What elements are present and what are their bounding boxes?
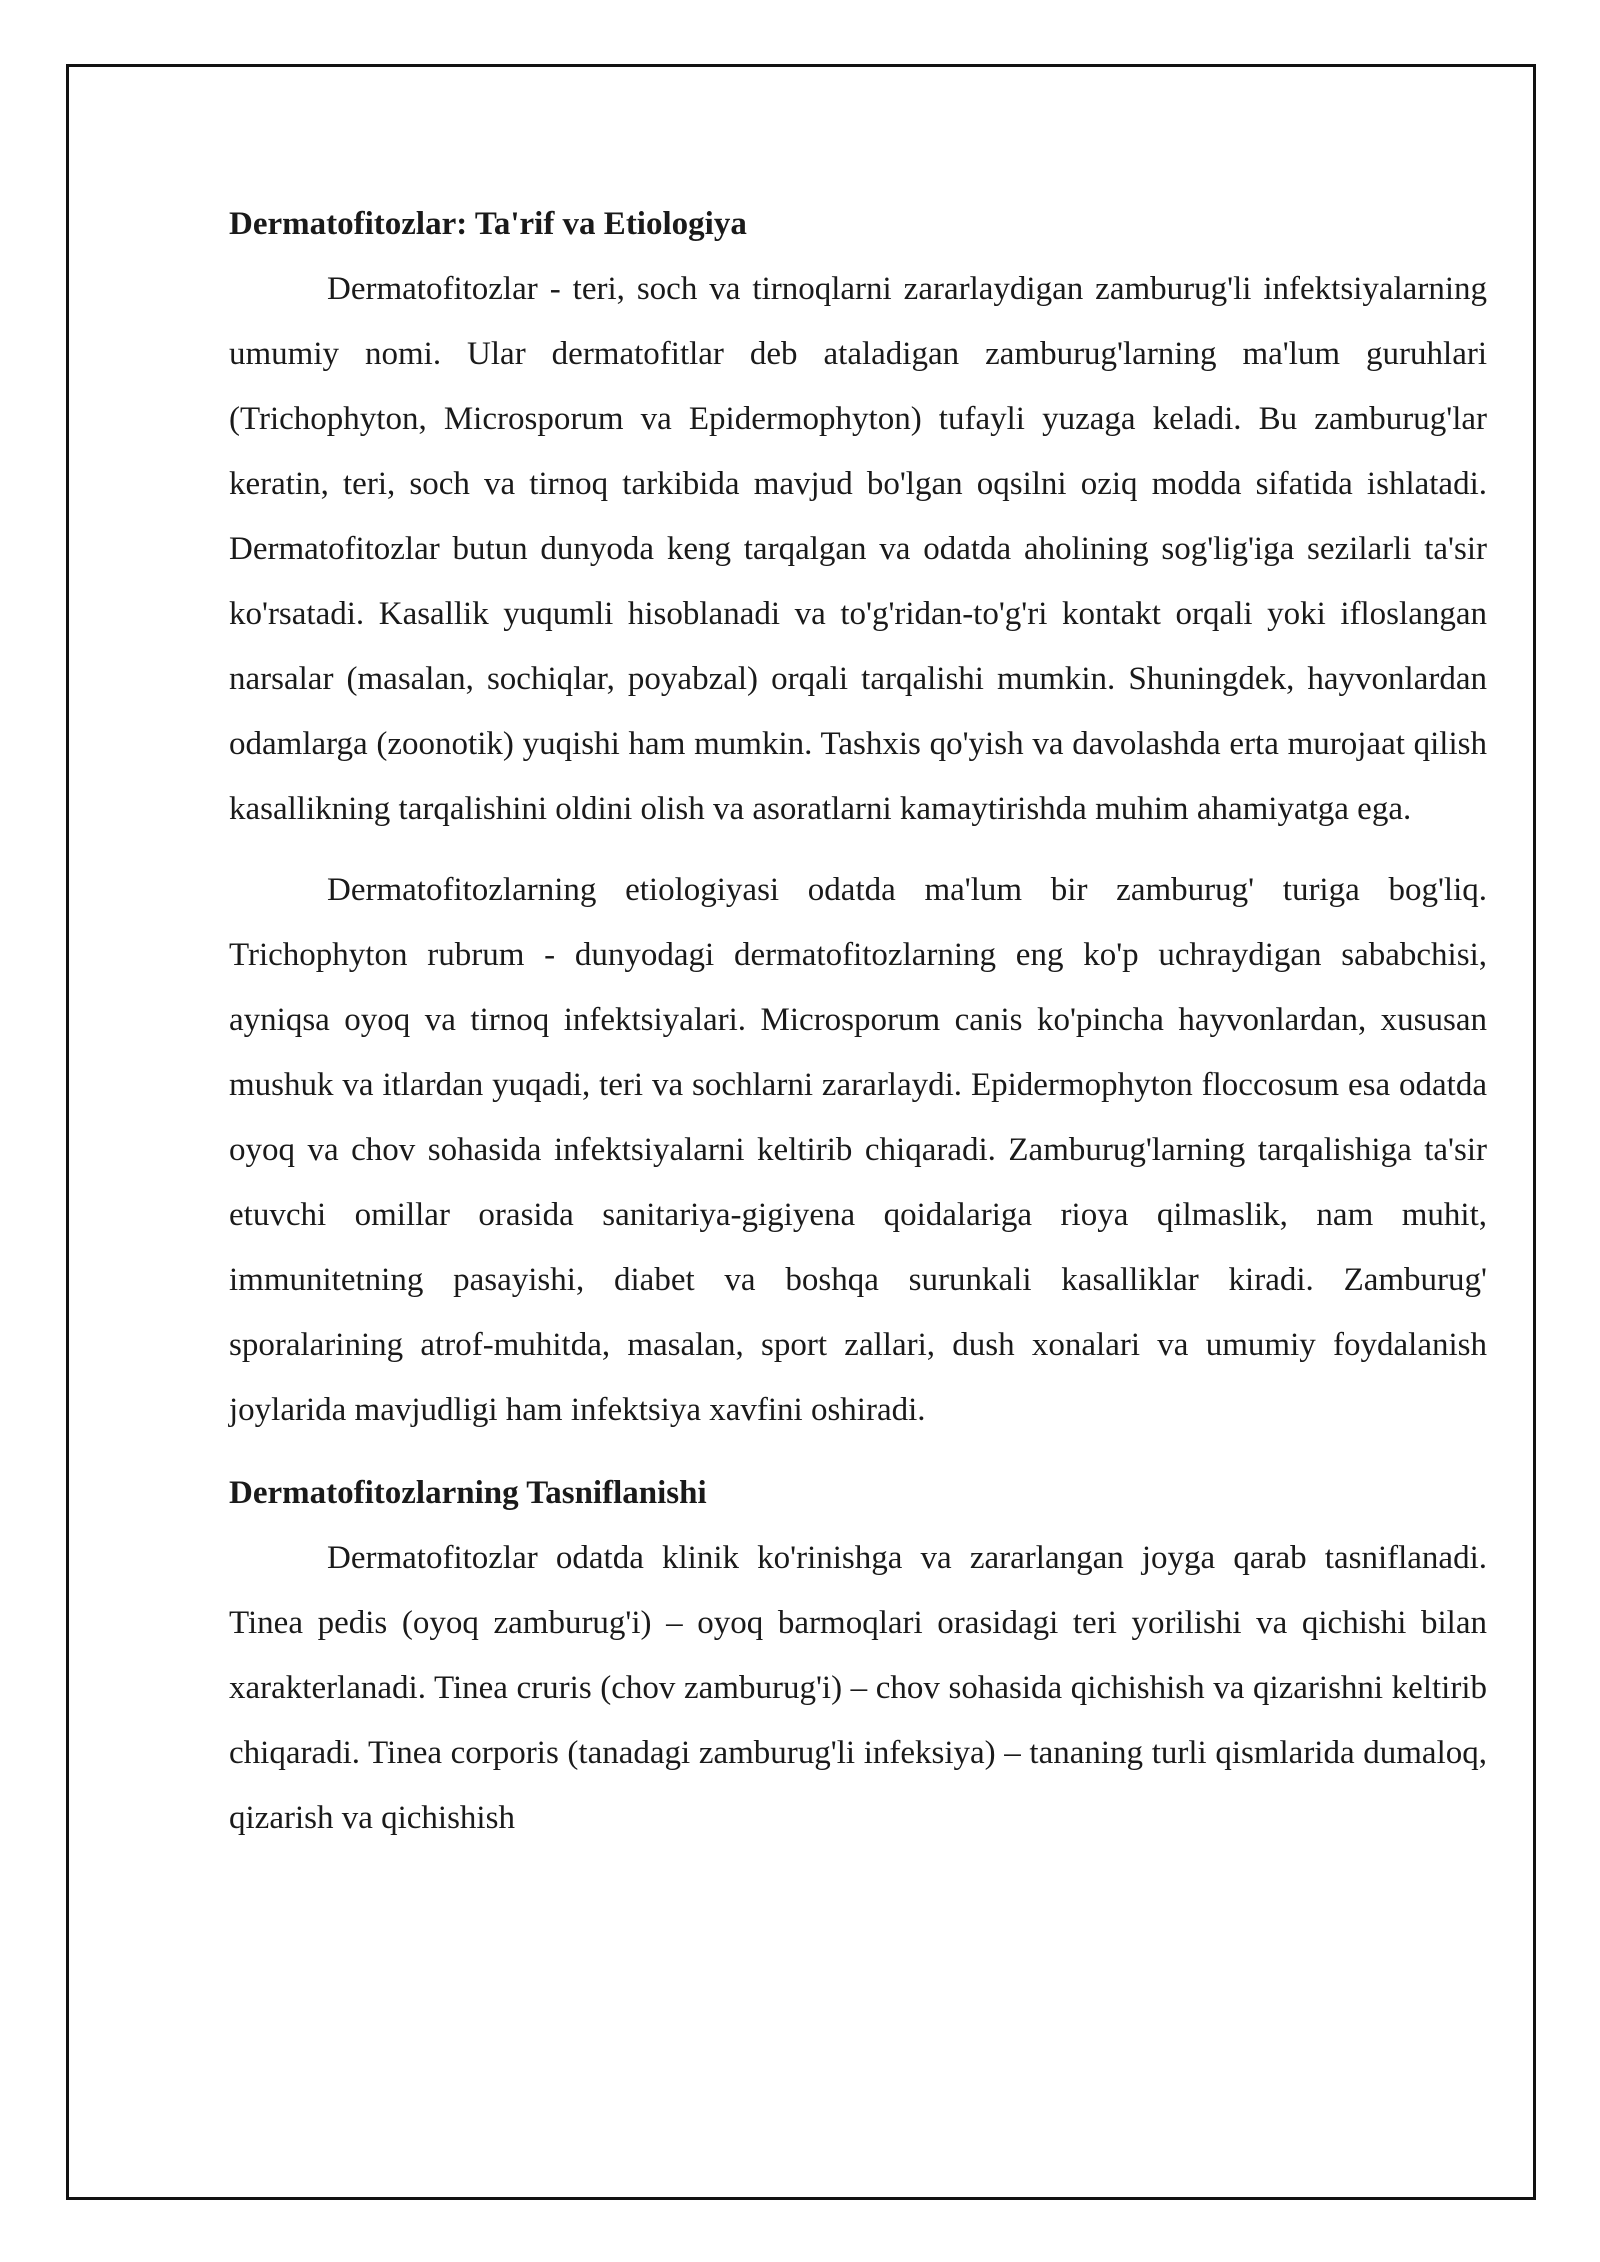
document-body xyxy=(229,192,1487,1851)
paragraph: Dermatofitozlar - teri, soch va tirnoqlarni zararlaydigan zamburug'li infektsiyalarning umumiy nomi. Ular dermatofitlar deb ataladigan zamburug'larning ma'lum guruhlari (Trichophyton, Microsporum va Epidermophyton) tufayli yuzaga keladi. Bu zamburug'lar keratin, teri, soch va tirnoq tarkibida mavjud bo'lgan oqsilni oziq modda sifatida ishlatadi. Dermatofitozlar butun dunyoda keng tarqalgan va odatda aholining sog'lig'iga sezilarli ta'sir ko'rsatadi. Kasallik yuqumli hisoblanadi va to'g'ridan-to'g'ri kontakt orqali yoki ifloslangan narsalar (masalan, sochiqlar, poyabzal) orqali tarqalishi mumkin. Shuningdek, hayvonlardan odamlarga (zoonotik) yuqishi ham mumkin. Tashxis qo'yish va davolashda erta murojaat qilish kasallikning tarqalishini oldini olish va asoratlarni kamaytirishda muhim ahamiyatga ega. xyxy=(229,271,1487,827)
section-heading: Dermatofitozlarning Tasniflanishi xyxy=(229,1475,707,1511)
paragraph: Dermatofitozlar odatda klinik ko'rinishga va zararlangan joyga qarab tasniflanadi. Tinea pedis (oyoq zamburug'i) – oyoq barmoqlari orasidagi teri yorilishi va qichishi bilan xarakterlanadi. Tinea cruris (chov zamburug'i) – chov sohasida qichishish va qizarishni keltirib chiqaradi. Tinea corporis (tanadagi zamburug'li infeksiya) – tananing turli qismlarida dumaloq, qizarish va qichishish xyxy=(229,1540,1487,1836)
section-heading: Dermatofitozlar: Ta'rif va Etiologiya xyxy=(229,206,747,242)
paragraph: Dermatofitozlarning etiologiyasi odatda ma'lum bir zamburug' turiga bog'liq. Trichophyton rubrum - dunyodagi dermatofitozlarning eng ko'p uchraydigan sababchisi, ayniqsa oyoq va tirnoq infektsiyalari. Microsporum canis ko'pincha hayvonlardan, xususan mushuk va itlardan yuqadi, teri va sochlarni zararlaydi. Epidermophyton floccosum esa odatda oyoq va chov sohasida infektsiyalarni keltirib chiqaradi. Zamburug'larning tarqalishiga ta'sir etuvchi omillar orasida sanitariya-gigiyena qoidalariga rioya qilmaslik, nam muhit, immunitetning pasayishi, diabet va boshqa surunkali kasalliklar kiradi. Zamburug' sporalarining atrof-muhitda, masalan, sport zallari, dush xonalari va umumiy foydalanish joylarida mavjudligi ham infektsiya xavfini oshiradi. xyxy=(229,872,1487,1428)
